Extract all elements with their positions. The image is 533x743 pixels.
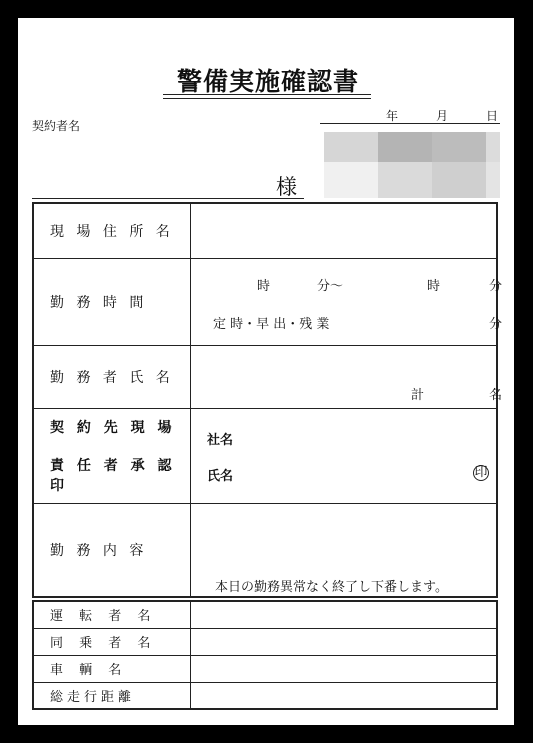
title-underline [163,94,371,95]
minute-label: 分 [489,278,503,294]
honorific-sama: 様 [276,175,297,199]
date-day-label: 日 [486,109,499,123]
total-kei-label: 計 [411,387,425,403]
vehicle-name-field[interactable] [191,655,498,682]
date-underline [320,123,500,124]
redacted-area [324,132,378,162]
work-time-field[interactable] [191,258,503,345]
passenger-name-field[interactable] [191,628,498,655]
total-distance-label: 総走行距離 [33,682,191,709]
vehicle-name-label: 車 輌 名 [33,655,191,682]
contract-site-label [33,408,191,503]
overtime-options: 定 時・早 出・残 業 [213,316,330,332]
seal-mark [473,465,489,481]
date-month-label: 月 [436,109,449,123]
seal-icon: 印 [474,464,488,480]
company-name-label: 社名 [207,432,234,448]
worker-name-label: 勤 務 者 氏 名 [33,345,191,408]
total-mei-label: 名 [489,387,503,403]
passenger-name-label: 同 乗 者 名 [33,628,191,655]
redacted-area [324,162,378,198]
person-name-label: 氏名 [207,468,234,484]
total-distance-field[interactable] [191,682,498,709]
document-title: 警備実施確認書 [176,67,359,96]
supervisor-seal-text: 責 任 者 承 認 印 [50,457,176,494]
contractor-label: 契約者名 [32,119,81,133]
form-sheet [18,18,514,725]
driver-name-label: 運 転 者 名 [33,601,191,628]
redacted-area [432,132,486,162]
vehicle-table [32,600,498,710]
hour-label: 時 [427,278,441,294]
site-address-field[interactable] [191,203,498,258]
driver-name-field[interactable] [191,601,498,628]
redacted-area [486,132,500,162]
redacted-area [432,162,486,198]
contract-site-text: 契 約 先 現 場 [50,419,176,436]
overtime-minute-label: 分 [489,316,503,332]
contract-site-field[interactable] [191,408,498,503]
title-underline-double [163,98,371,99]
site-address-label: 現 場 住 所 名 [33,203,191,258]
redacted-area [378,162,432,198]
work-content-field[interactable] [191,503,498,597]
recipient-underline [32,198,304,199]
completion-note: 本日の勤務異常なく終了し下番します。 [215,579,448,595]
work-content-label: 勤 務 内 容 [33,503,191,597]
date-year-label: 年 [386,109,399,123]
worker-name-field[interactable] [191,345,503,408]
main-form-table [32,202,503,598]
minute-tilde-label: 分～ [317,278,344,294]
redacted-area [378,132,432,162]
work-time-label: 勤 務 時 間 [33,258,191,345]
hour-label: 時 [257,278,271,294]
redacted-area [486,162,500,198]
